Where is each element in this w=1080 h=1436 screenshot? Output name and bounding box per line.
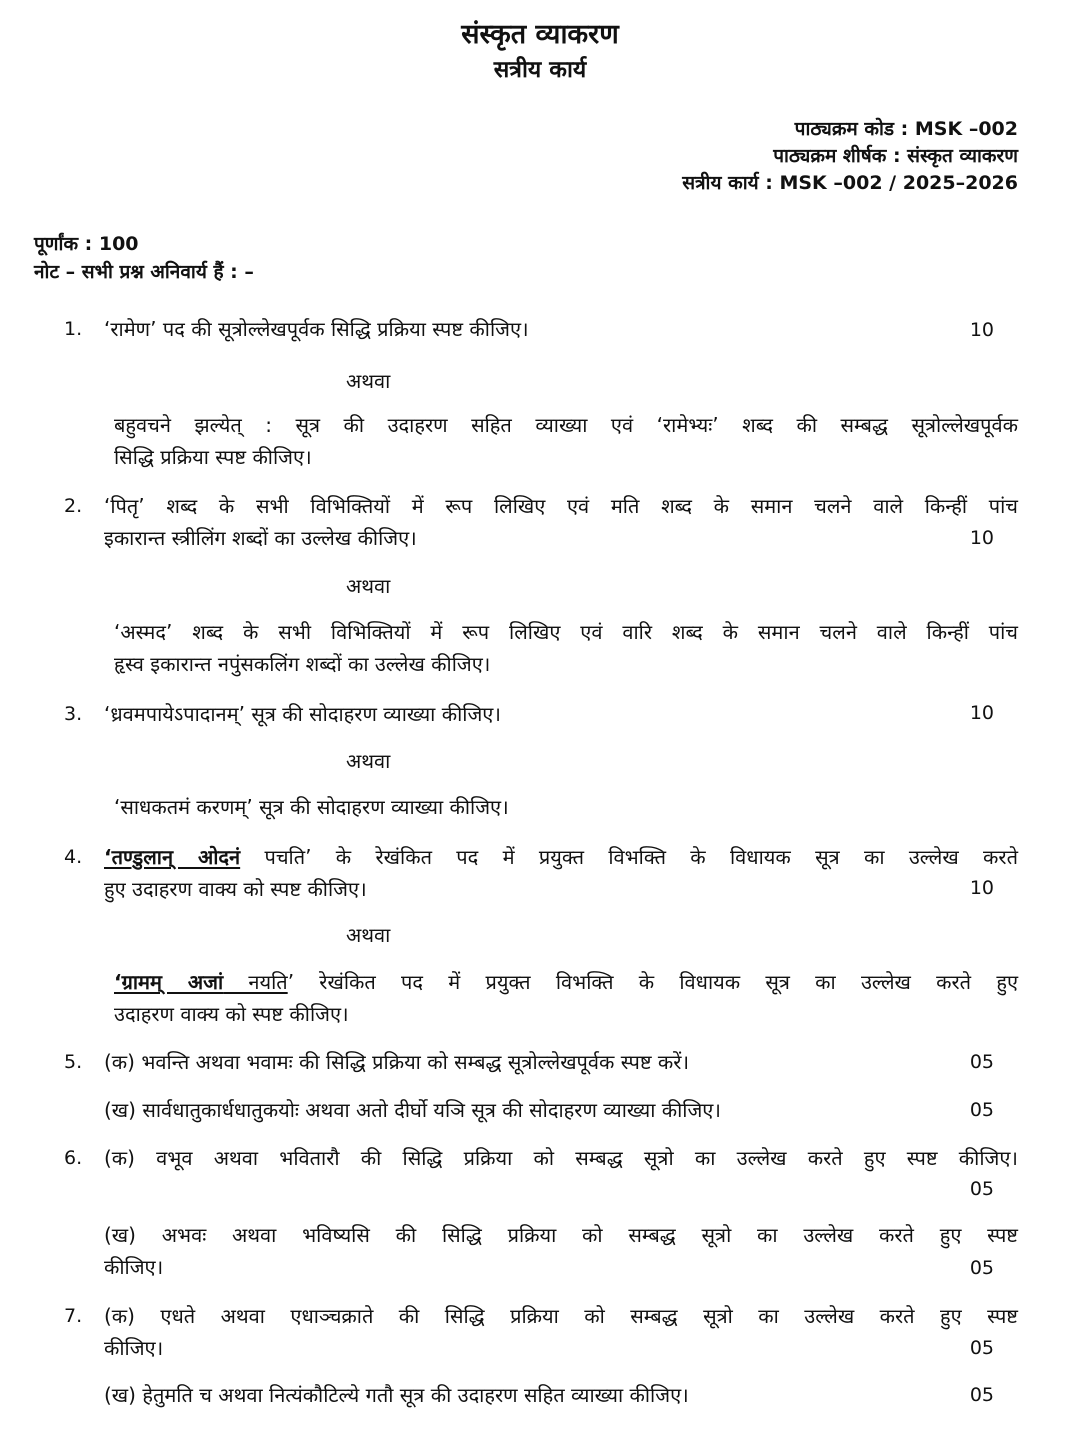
question-1-marks: 10 xyxy=(969,319,994,341)
question-2-alt-line-1: ‘अस्मद’ शब्द के सभी विभिक्तियों में रूप लिखिए एवं वारि शब्द के समान चलने वाले किन्हीं पांच xyxy=(114,620,1018,644)
athava-label: अथवा xyxy=(346,574,391,598)
question-4-alt-line-2: उदाहरण वाक्य को स्पष्ट कीजिए। xyxy=(114,1002,349,1026)
question-2-marks: 10 xyxy=(969,527,994,549)
question-7b-text: (ख) हेतुमति च अथवा नित्यंकौटिल्ये गतौ सूत्र की उदाहरण सहित व्याख्या कीजिए। xyxy=(104,1383,689,1407)
athava-label: अथवा xyxy=(346,923,391,947)
underlined-phrase: ‘तण्डुलान् ओदनं xyxy=(104,845,241,869)
note: नोट – सभी प्रश्न अनिवार्य हैं : – xyxy=(34,261,254,283)
question-4-line-2: हुए उदाहरण वाक्य को स्पष्ट कीजिए। xyxy=(104,877,367,901)
question-6b-line-2: कीजिए। xyxy=(104,1255,164,1279)
question-4-marks: 10 xyxy=(969,877,994,899)
question-number: 7. xyxy=(64,1305,83,1327)
question-1-alt-line-2: सिद्धि प्रक्रिया स्पष्ट कीजिए। xyxy=(114,445,312,469)
question-7a-marks: 05 xyxy=(969,1337,994,1359)
marks-note-block xyxy=(34,230,254,286)
question-6b-marks: 05 xyxy=(969,1257,994,1279)
question-1-text: ‘रामेण’ पद की सूत्रोल्लेखपूर्वक सिद्धि प्रक्रिया स्पष्ट कीजिए। xyxy=(104,317,529,341)
question-4-alt-line-1-rest: ’ रेखंकित पद में प्रयुक्त विभक्ति के विधायक सूत्र का उल्लेख करते हुए xyxy=(287,970,1019,994)
question-5a-marks: 05 xyxy=(969,1051,994,1073)
document-subtitle: सत्रीय कार्य xyxy=(493,57,587,83)
course-title: पाठ्यक्रम शीर्षक : संस्कृत व्याकरण xyxy=(773,145,1018,167)
question-5b-text: (ख) सार्वधातुकार्धधातुकयोः अथवा अतो दीर्घो यञि सूत्र की सोदाहरण व्याख्या कीजिए। xyxy=(104,1098,721,1122)
question-2-alt-line-2: हृस्व इकारान्त नपुंसकलिंग शब्दों का उल्लेख कीजिए। xyxy=(114,652,491,676)
athava-label: अथवा xyxy=(346,749,391,773)
question-2-line-2: इकारान्त स्त्रीलिंग शब्दों का उल्लेख कीजिए। xyxy=(104,526,417,550)
question-6a-text: (क) वभूव अथवा भवितारौ की सिद्धि प्रक्रिया को सम्बद्ध सूत्रो का उल्लेख करते हुए स्पष्ट कीजिए। xyxy=(104,1146,1018,1170)
question-number: 2. xyxy=(64,495,83,517)
question-5b-marks: 05 xyxy=(969,1099,994,1121)
question-number: 3. xyxy=(64,703,83,725)
question-7b-marks: 05 xyxy=(969,1384,994,1406)
question-3-marks: 10 xyxy=(969,702,994,724)
question-7a-line-1: (क) एधते अथवा एधाञ्चक्राते की सिद्धि प्रक्रिया को सम्बद्ध सूत्रो का उल्लेख करते हुए स्पष्ट xyxy=(104,1304,1018,1328)
question-number: 6. xyxy=(64,1147,83,1169)
question-number: 5. xyxy=(64,1051,83,1073)
question-4-alt-line-1 xyxy=(114,968,1018,995)
question-number: 1. xyxy=(64,318,83,340)
question-3-text: ‘ध्रवमपायेऽपादानम्’ सूत्र की सोदाहरण व्याख्या कीजिए। xyxy=(104,702,501,726)
question-5a-text: (क) भवन्ति अथवा भवामः की सिद्धि प्रक्रिया को सम्बद्ध सूत्रोल्लेखपूर्वक स्पष्ट करें। xyxy=(104,1050,690,1074)
document-title: संस्कृत व्याकरण xyxy=(461,19,619,50)
question-3-alt-text: ‘साधकतमं करणम्’ सूत्र की सोदाहरण व्याख्या कीजिए। xyxy=(114,795,509,819)
question-2-line-1: ‘पितृ’ शब्द के सभी विभिक्तियों में रूप लिखिए एवं मति शब्द के समान चलने वाले किन्हीं पांच xyxy=(104,494,1018,518)
question-1-alt-line-1: बहुवचने झल्येत् : सूत्र की उदाहरण सहित व्याख्या एवं ‘रामेभ्यः’ शब्द की सम्बद्ध सूत्रोल्लेखपूर्वक xyxy=(114,413,1018,437)
course-meta-block xyxy=(682,116,1018,197)
total-marks: पूर्णांक : 100 xyxy=(34,233,139,255)
question-7a-line-2: कीजिए। xyxy=(104,1336,164,1360)
athava-label: अथवा xyxy=(346,369,391,393)
assignment-code: सत्रीय कार्य : MSK –002 / 2025–2026 xyxy=(682,172,1018,194)
question-4-line-1 xyxy=(104,843,1018,870)
question-number: 4. xyxy=(64,846,83,868)
underlined-phrase-plain: नयति xyxy=(223,970,288,994)
course-code: पाठ्यक्रम कोड : MSK –002 xyxy=(794,118,1018,140)
question-4-line-1-rest: पचति’ के रेखंकित पद में प्रयुक्त विभक्ति के विधायक सूत्र का उल्लेख करते xyxy=(240,845,1018,869)
underlined-phrase: ‘ग्रामम् अजां xyxy=(114,970,224,994)
question-6b-line-1: (ख) अभवः अथवा भविष्यसि की सिद्धि प्रक्रिया को सम्बद्ध सूत्रो का उल्लेख करते हुए स्पष्ट xyxy=(104,1223,1018,1247)
question-6a-marks: 05 xyxy=(969,1178,994,1200)
